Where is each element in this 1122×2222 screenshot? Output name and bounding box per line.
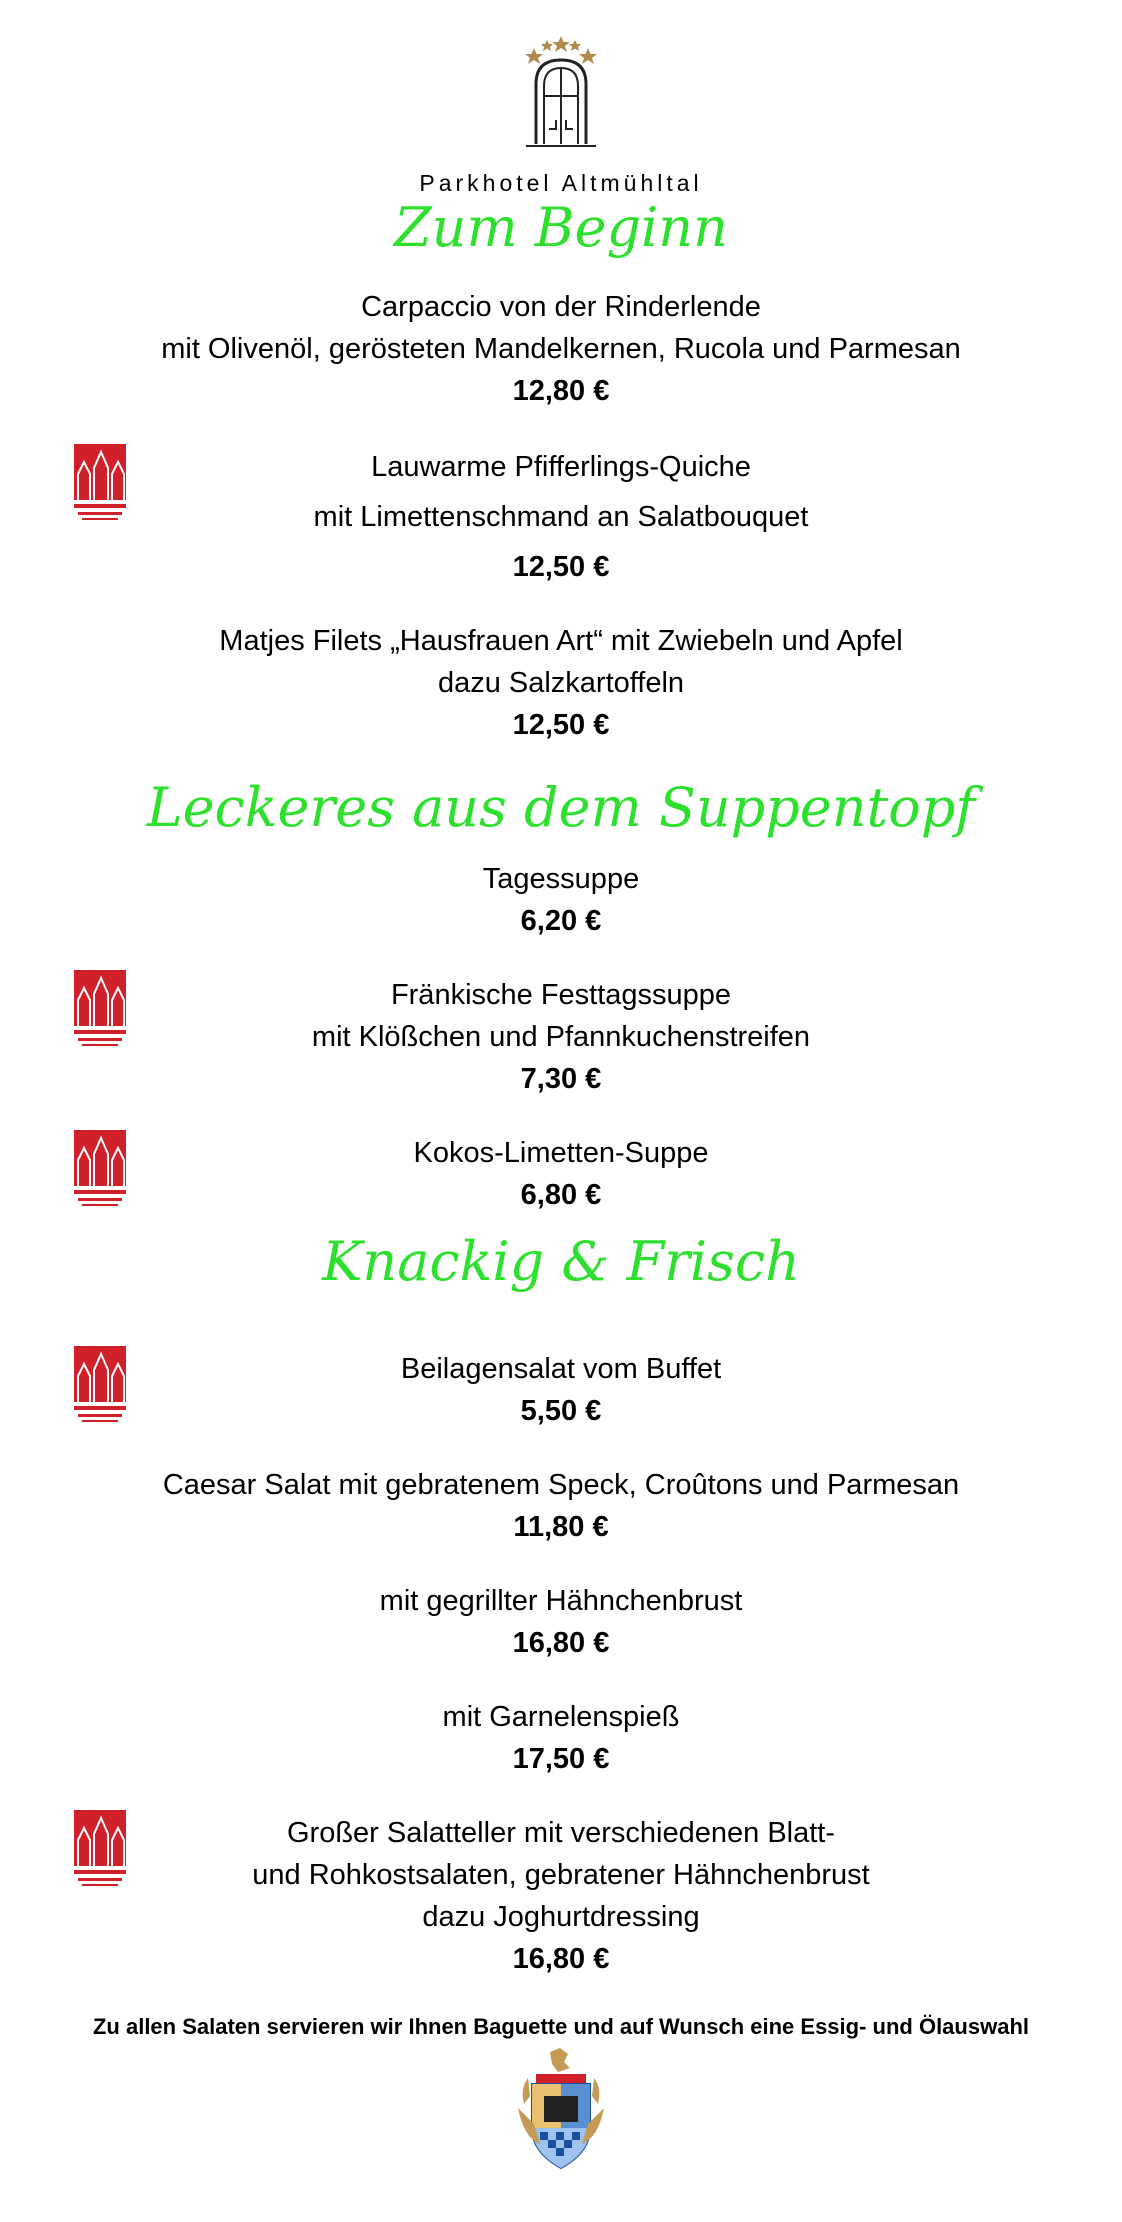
section-title-starters: Zum Beginn (394, 196, 728, 259)
menu-item-line: mit Limettenschmand an Salatbouquet (313, 501, 809, 533)
hotel-window-stars-icon (516, 34, 606, 152)
menu-item-line: Tagessuppe (482, 863, 640, 895)
menu-item-price: 6,80 € (520, 1179, 602, 1211)
coat-of-arms-icon (510, 2048, 612, 2174)
footer-note: Zu allen Salaten servieren wir Ihnen Baguette und auf Wunsch eine Essig- und Ölauswahl (92, 2014, 1029, 2039)
menu-item-line: Lauwarme Pfifferlings-Quiche (371, 451, 751, 483)
brand-name: Parkhotel Altmühltal (419, 170, 703, 196)
menu-item-price: 12,50 € (512, 551, 610, 583)
menu-item-line: mit Olivenöl, gerösteten Mandelkernen, Rucola und Parmesan (161, 333, 961, 365)
menu-item-line: Beilagensalat vom Buffet (400, 1353, 722, 1385)
menu-item-line: Fränkische Festtagssuppe (390, 979, 732, 1011)
menu-item-line: Kokos-Limetten-Suppe (413, 1137, 709, 1169)
menu-item-line: dazu Joghurtdressing (422, 1901, 700, 1933)
menu-item-line: Großer Salatteller mit verschiedenen Blatt- (287, 1817, 835, 1849)
menu-item-price: 12,50 € (512, 709, 610, 741)
menu-item-line: Matjes Filets „Hausfrauen Art“ mit Zwiebeln und Apfel (219, 625, 903, 657)
menu-item-price: 5,50 € (520, 1395, 602, 1427)
menu-item-line: Carpaccio von der Rinderlende (361, 291, 761, 323)
menu-item-price: 11,80 € (513, 1511, 609, 1543)
menu-item-price: 7,30 € (520, 1063, 602, 1095)
menu-item-price: 16,80 € (512, 1943, 610, 1975)
menu-item-price: 12,80 € (512, 375, 610, 407)
menu-item-line: dazu Salzkartoffeln (437, 667, 685, 699)
menu-item-line: mit Garnelenspieß (442, 1701, 680, 1733)
menu-item-price: 17,50 € (512, 1743, 610, 1775)
hotel-logo (516, 34, 606, 152)
menu-item-price: 16,80 € (512, 1627, 610, 1659)
menu-item-line: mit Klößchen und Pfannkuchenstreifen (311, 1021, 811, 1053)
section-title-soups: Leckeres aus dem Suppentopf (146, 776, 976, 839)
menu-item-line: und Rohkostsalaten, gebratener Hähnchenbrust (252, 1859, 870, 1891)
menu-item-price: 6,20 € (520, 905, 602, 937)
menu-item-line: Caesar Salat mit gebratenem Speck, Croûtons und Parmesan (162, 1469, 960, 1501)
menu-item-line: mit gegrillter Hähnchenbrust (379, 1585, 743, 1617)
section-title-salads: Knackig & Frisch (322, 1230, 800, 1293)
